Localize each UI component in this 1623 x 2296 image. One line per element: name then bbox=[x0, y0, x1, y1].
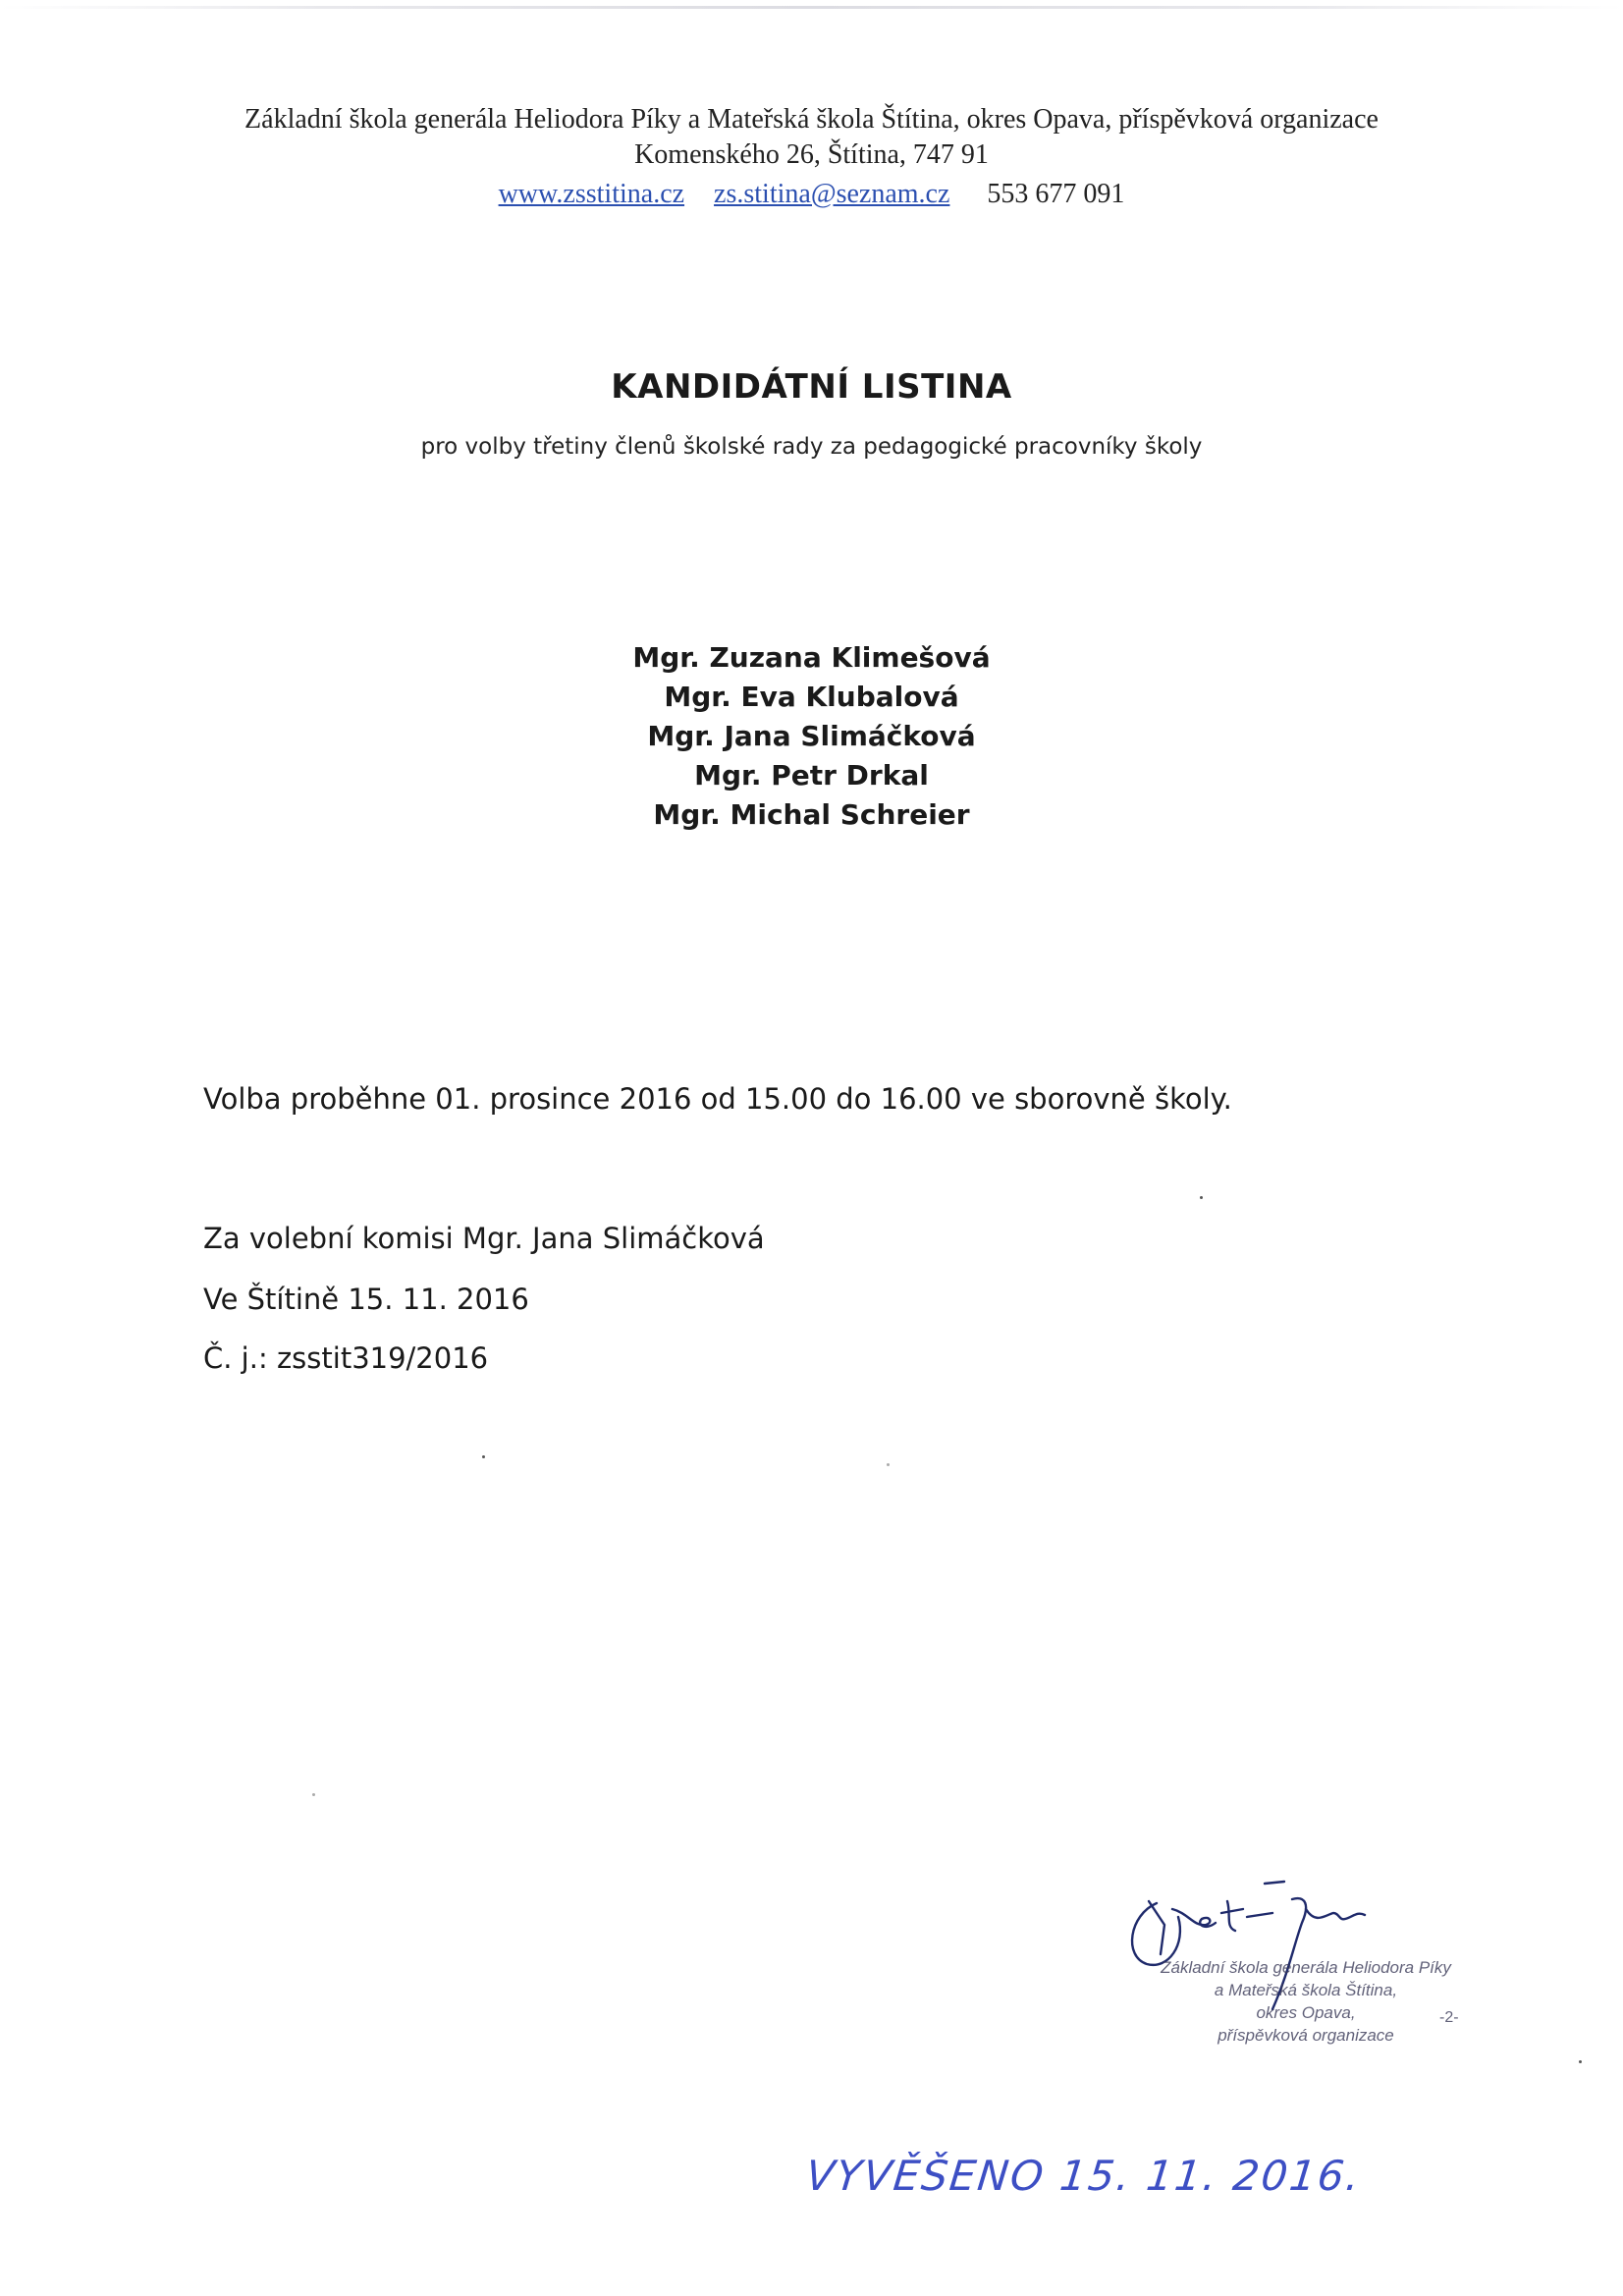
stamp-line: příspěvková organizace bbox=[1217, 2026, 1394, 2045]
stamp-line: okres Opava, bbox=[1256, 2003, 1356, 2022]
scan-speck bbox=[1200, 1196, 1203, 1199]
scan-speck bbox=[312, 1793, 315, 1796]
document-subtitle: pro volby třetiny členů školské rady za pedagogické pracovníky školy bbox=[420, 434, 1203, 460]
candidate-name: Mgr. Michal Schreier bbox=[653, 798, 970, 831]
candidate-list bbox=[0, 638, 1623, 835]
posted-note-text: VYVĚŠENO 15. 11. 2016. bbox=[803, 2152, 1364, 2200]
contact-line bbox=[0, 177, 1623, 212]
reference-number: Č. j.: zsstit319/2016 bbox=[203, 1341, 489, 1375]
scan-speck bbox=[1579, 2060, 1582, 2063]
website-link[interactable]: www.zsstitina.cz bbox=[498, 179, 685, 209]
phone-number: 553 677 091 bbox=[987, 179, 1125, 209]
letterhead bbox=[0, 102, 1623, 212]
scan-speck bbox=[887, 1463, 890, 1466]
vote-info: Volba proběhne 01. prosince 2016 od 15.00 do 16.00 ve sborovně školy. bbox=[203, 1082, 1232, 1116]
scan-edge bbox=[0, 6, 1623, 9]
candidate-name: Mgr. Petr Drkal bbox=[694, 759, 929, 792]
place-date: Ve Štítině 15. 11. 2016 bbox=[203, 1283, 529, 1316]
stamp-text bbox=[1119, 1956, 1492, 2047]
stamp-number: -2- bbox=[1439, 2009, 1459, 2026]
scan-speck bbox=[482, 1455, 485, 1458]
candidate-name: Mgr. Zuzana Klimešová bbox=[632, 641, 991, 674]
posted-note bbox=[803, 2129, 1364, 2217]
candidate-name: Mgr. Eva Klubalová bbox=[664, 681, 959, 713]
signature-stamp bbox=[1100, 1866, 1492, 2082]
school-address: Komenského 26, Štítina, 747 91 bbox=[634, 139, 989, 170]
commission-line: Za volební komisi Mgr. Jana Slimáčková bbox=[203, 1222, 765, 1255]
document-title: KANDIDÁTNÍ LISTINA bbox=[611, 367, 1012, 407]
email-link[interactable]: zs.stitina@seznam.cz bbox=[714, 179, 950, 209]
school-name: Základní škola generála Heliodora Píky a Mateřská škola Štítina, okres Opava, příspěvková organizace bbox=[244, 104, 1379, 135]
candidate-name: Mgr. Jana Slimáčková bbox=[647, 720, 976, 752]
stamp-line: a Mateřská škola Štítina, bbox=[1214, 1981, 1398, 1999]
stamp-line: Základní škola generála Heliodora Píky bbox=[1161, 1958, 1451, 1977]
